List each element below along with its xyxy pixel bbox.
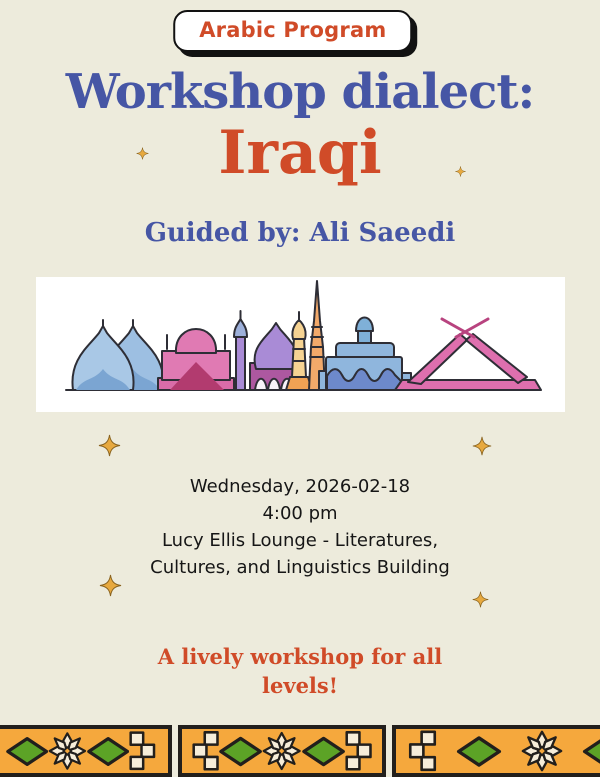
event-time: 4:00 pm — [262, 503, 338, 524]
stepped-squares-icon — [408, 730, 437, 772]
diamond-icon — [87, 736, 129, 767]
diamond-icon — [456, 736, 502, 767]
flower-icon — [48, 730, 87, 772]
diamond-icon — [6, 736, 48, 767]
diamond-icon — [582, 736, 600, 767]
poster-title: Workshop dialect: — [65, 64, 535, 120]
footer-panel — [178, 725, 386, 777]
sparkle-icon — [136, 147, 149, 160]
sparkle-icon — [99, 574, 122, 597]
poster-dialect-name: Iraqi — [218, 118, 382, 188]
event-details — [0, 473, 600, 581]
stepped-squares-icon — [345, 730, 372, 772]
sparkle-icon — [455, 166, 466, 177]
diamond-icon — [302, 736, 345, 767]
diamond-icon — [219, 736, 262, 767]
baghdad-skyline-illustration — [36, 277, 565, 412]
stepped-squares-icon — [129, 730, 156, 772]
stepped-squares-icon — [192, 730, 219, 772]
event-date: Wednesday, 2026-02-18 — [189, 476, 411, 497]
program-badge — [173, 10, 412, 52]
event-location-line2: Cultures, and Linguistics Building — [150, 557, 450, 578]
sparkle-icon — [472, 591, 489, 608]
guided-by-text: Guided by: Ali Saeedi — [144, 218, 456, 248]
event-location-line1: Lucy Ellis Lounge - Literatures, — [161, 530, 439, 551]
sparkle-icon — [98, 434, 121, 457]
skyline-panel — [36, 277, 565, 412]
footer-border — [0, 725, 600, 777]
footer-panel — [0, 725, 172, 777]
sparkle-icon — [472, 436, 492, 456]
program-badge-label: Arabic Program — [199, 18, 387, 42]
footer-panel — [392, 725, 600, 777]
tagline-text: A lively workshop for all levels! — [157, 644, 443, 698]
flower-icon — [262, 730, 301, 772]
flower-icon — [521, 730, 563, 772]
